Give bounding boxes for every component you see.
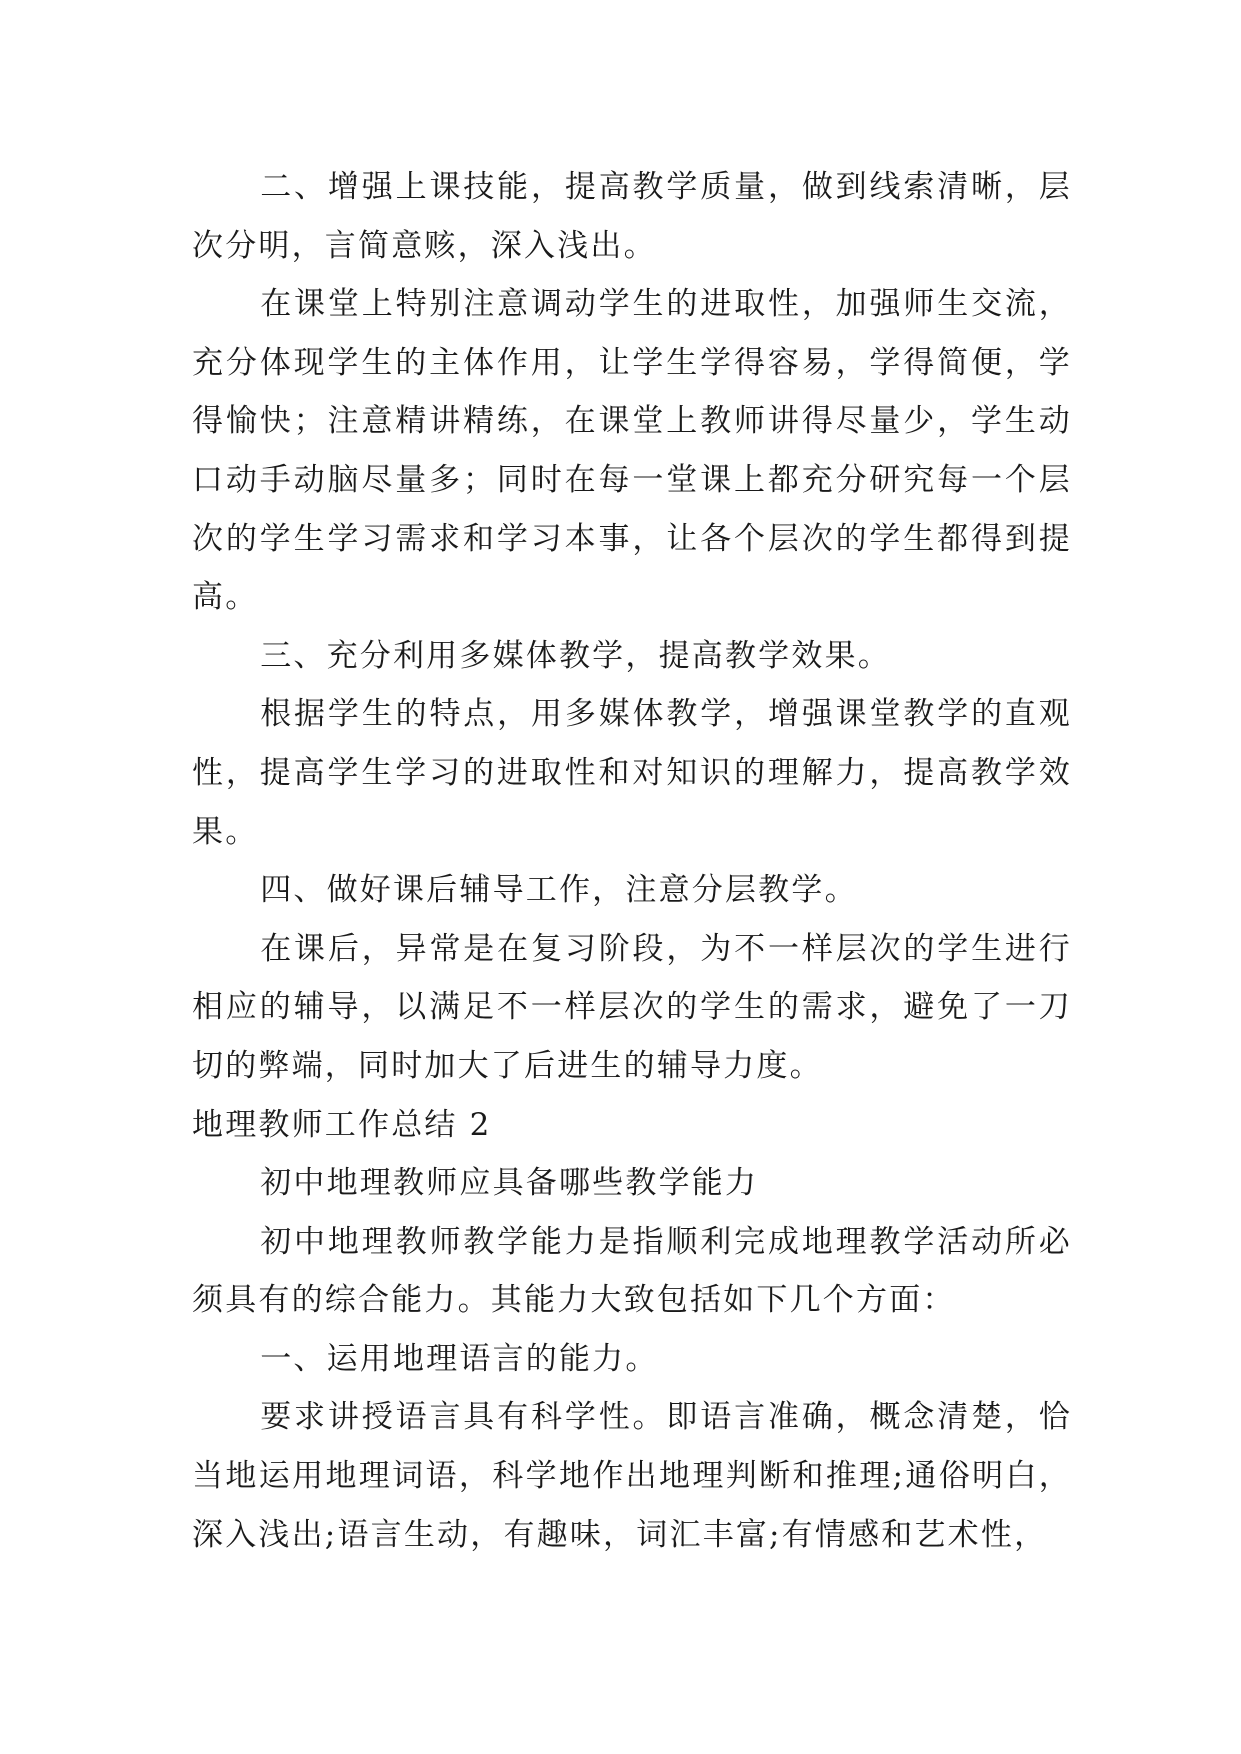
paragraph-section-three-heading: 三、充分利用多媒体教学，提高教学效果。 [260,637,891,674]
paragraph-after-class-tutoring: 在课后，异常是在复习阶段，为不一样层次的学生进行相应的辅导，以满足不一样层次的学生的需求，避免了一刀切的弊端，同时加大了后进生的辅导力度。 [192,930,1072,1084]
paragraph-teaching-ability-title: 初中地理教师应具备哪些教学能力 [260,1165,759,1202]
paragraph-teaching-ability-intro: 初中地理教师教学能力是指顺利完成地理教学活动所必须具有的综合能力。其能力大致包括如下几个方面： [192,1223,1072,1319]
paragraph-classroom-engagement: 在课堂上特别注意调动学生的进取性，加强师生交流，充分体现学生的主体作用，让学生学得容易，学得简便，学得愉快；注意精讲精练，在课堂上教师讲得尽量少，学生动口动手动脑尽量多；同时在每一堂课上都充分研究每一个层次的学生学习需求和学习本事，让各个层次的学生都得到提高。 [192,286,1072,616]
paragraph-multimedia: 根据学生的特点，用多媒体教学，增强课堂教学的直观性，提高学生学习的进取性和对知识的理解力，提高教学效果。 [192,696,1072,850]
paragraph-section-one-heading: 一、运用地理语言的能力。 [260,1340,659,1377]
paragraph-section-two-heading: 二、增强上课技能，提高教学质量，做到线索清晰，层次分明，言简意赅，深入浅出。 [192,169,1072,264]
document-subtitle: 地理教师工作总结 2 [192,1106,492,1143]
paragraph-language-requirements: 要求讲授语言具有科学性。即语言准确，概念清楚，恰当地运用地理词语，科学地作出地理判断和推理;通俗明白，深入浅出;语言生动，有趣味，词汇丰富;有情感和艺术性， [192,1399,1072,1553]
document-body [192,158,1072,1564]
paragraph-section-four-heading: 四、做好课后辅导工作，注意分层教学。 [260,872,858,909]
